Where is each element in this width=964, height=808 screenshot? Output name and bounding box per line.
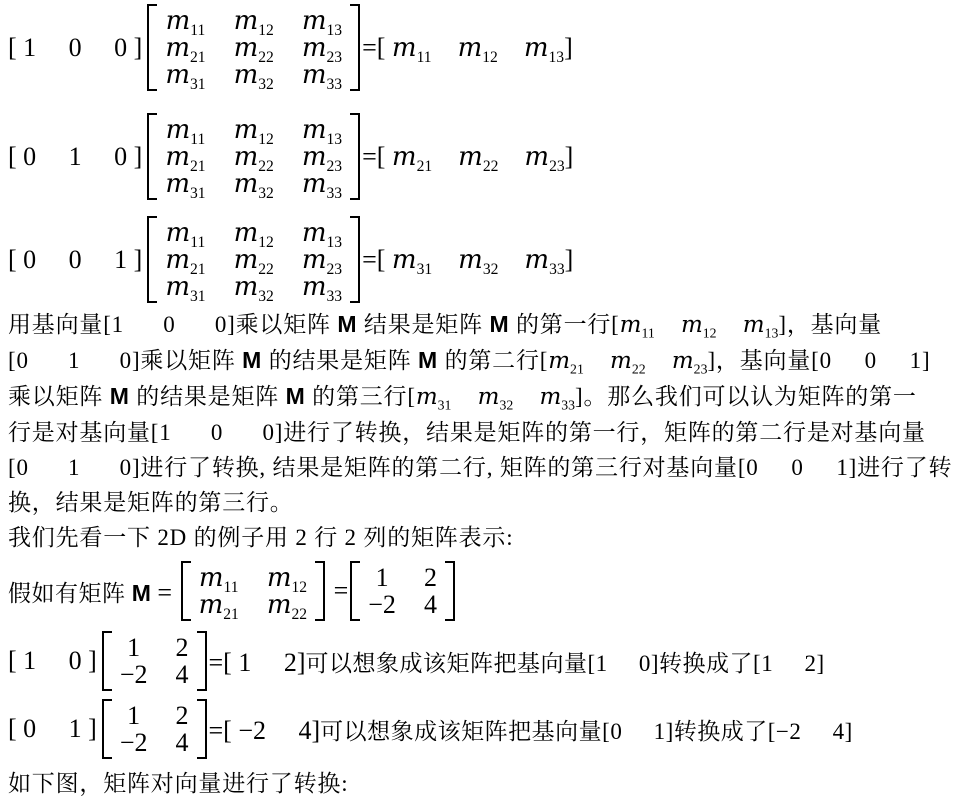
paragraph-line-3: 乘以矩阵 M 的结果是矩阵 M 的第三行[$m_{31}$ $m_{32}$ $m_{33}$]。那么我们可以认为矩阵的第一 [8,383,917,413]
paragraph-line-2: [0 1 0]乘以矩阵 M 的结果是矩阵 M 的第二行[$m_{21}$ $m_{22}$ $m_{23}$]，基向量[0 0 1] [8,347,931,377]
matrix-m-2x2: $m_{11}$ $m_{12}$ $m_{21}$ $m_{22}$ [181,561,326,621]
equation-2d-result-2: =[ −2 4]可以想象成该矩阵把基向量[0 1]转换成了[−2 4] [208,715,853,745]
equals-sign: = [327,576,349,605]
equation-2d-row-1 [8,631,964,691]
paragraph-line-4: 行是对基向量[1 0 0]进行了转换，结果是矩阵的第一行，矩阵的第二行是对基向量 [8,420,926,445]
basis-vector-001: [ 0 0 1 ] [8,244,143,274]
matrix-numeric-2x2: 1 2 −2 4 [102,631,207,691]
matrix-numeric-2x2: 1 2 −2 4 [102,699,207,759]
matrix-3x3: $m_{11}$ $m_{12}$ $m_{13}$ $m_{21}$ $m_{22}$ $m_{23}$ $m_{31}$ $m_{32}$ $m_{33}$ [147,4,360,91]
paragraph-line-1: 用基向量[1 0 0]乘以矩阵 M 结果是矩阵 M 的第一行[$m_{11}$ $m_{12}$ $m_{13}$]，基向量 [8,311,883,341]
basis-vector-01: [ 0 1 ] [8,714,97,743]
paragraph-line-5: [0 1 0]进行了转换, 结果是矩阵的第二行, 矩阵的第三行对基向量[0 0 1]进行了转 [8,455,953,480]
equation-result-row3: =[ $m_{31}$ $m_{32}$ $m_{33}$] [362,244,574,278]
equation-result-row2: =[ $m_{21}$ $m_{22}$ $m_{23}$] [362,141,574,175]
equation-row-vector-1 [8,4,964,94]
basis-vector-10: [ 1 0 ] [8,646,97,675]
basis-vector-100: [ 1 0 0 ] [8,32,143,62]
paragraph-line-7: 我们先看一下 2D 的例子用 2 行 2 列的矩阵表示: [8,525,514,550]
basis-vector-010: [ 0 1 0 ] [8,141,143,171]
matrix-definition-line [8,561,964,624]
matrix-definition-label: 假如有矩阵 M = [8,577,179,607]
paragraph-line-6: 换，结果是矩阵的第三行。 [8,490,294,515]
explanation-paragraph [8,307,964,555]
equation-2d-result-1: =[ 1 2]可以想象成该矩阵把基向量[1 0]转换成了[1 2] [208,647,825,677]
matrix-numeric-2x2: 1 2 −2 4 [350,561,455,621]
equation-result-row1: =[ $m_{11}$ $m_{12}$ $m_{13}$] [362,32,573,66]
equation-row-vector-3 [8,216,964,306]
matrix-3x3: $m_{11}$ $m_{12}$ $m_{13}$ $m_{21}$ $m_{22}$ $m_{23}$ $m_{31}$ $m_{32}$ $m_{33}$ [147,113,360,200]
equation-2d-row-2 [8,699,964,759]
equation-row-vector-2 [8,113,964,203]
closing-line: 如下图，矩阵对向量进行了转换: [8,771,349,796]
matrix-3x3: $m_{11}$ $m_{12}$ $m_{13}$ $m_{21}$ $m_{22}$ $m_{23}$ $m_{31}$ $m_{32}$ $m_{33}$ [147,216,360,303]
